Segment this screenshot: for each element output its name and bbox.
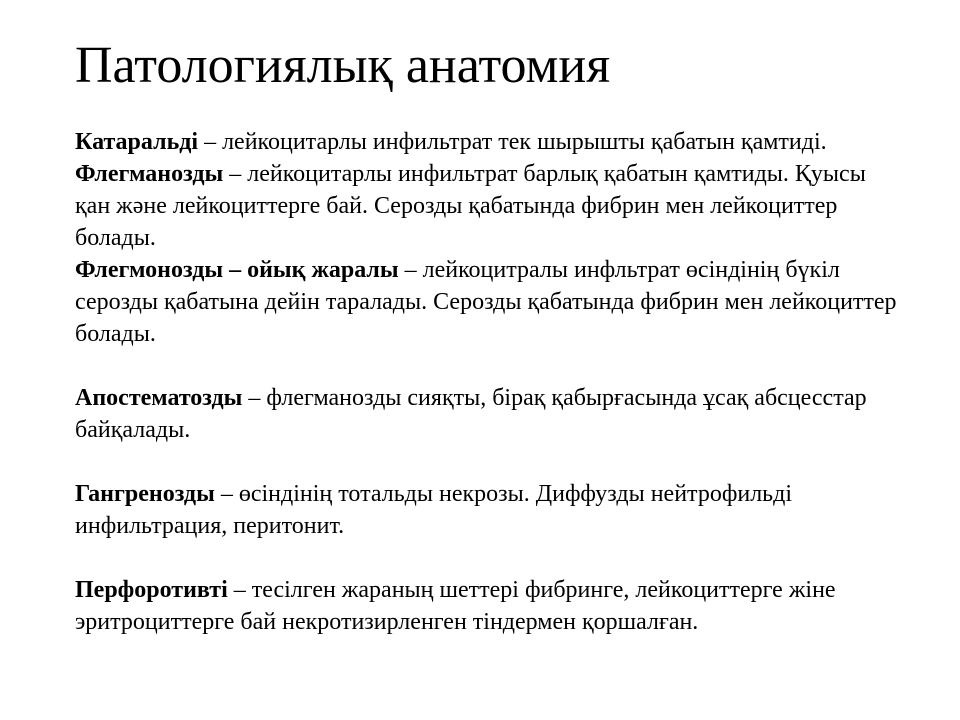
term-apostematous: Апостематозды <box>75 385 243 411</box>
spacer <box>75 446 905 478</box>
spacer <box>75 350 905 382</box>
paragraph-phlegmonous-ulcerative <box>75 254 905 350</box>
desc-phlegmonous: – лейкоцитарлы инфильтрат барлық қабатын қамтиды. Қуысы қан және лейкоциттерге бай. Серозды қабатында фибрин мен лейкоциттер болады. <box>75 161 866 251</box>
desc-phlegmonous-ulcerative: – лейкоцитралы инфльтрат өсіндінің бүкіл серозды қабатына дейін таралады. Серозды қабатында фибрин мен лейкоциттер болады. <box>75 257 897 347</box>
term-perforative: Перфоротивті <box>75 577 228 603</box>
slide-body <box>75 126 905 638</box>
desc-apostematous: – флегманозды сияқты, бірақ қабырғасында ұсақ абсцесстар байқалады. <box>75 385 867 443</box>
desc-gangrenous: – өсіндінің тотальды некрозы. Диффузды нейтрофильді инфильтрация, перитонит. <box>75 481 793 539</box>
term-phlegmonous: Флегманозды <box>75 161 224 187</box>
slide-title: Патологиялық анатомия <box>75 37 611 94</box>
desc-perforative: – тесілген жараның шеттері фибринге, лейкоциттерге жіне эритроциттерге бай некротизирленген тіндермен қоршалған. <box>75 577 836 635</box>
paragraph-gangrenous <box>75 478 905 542</box>
term-gangrenous: Гангренозды <box>75 481 215 507</box>
spacer <box>75 542 905 574</box>
paragraph-phlegmonous <box>75 158 905 254</box>
paragraph-apostematous <box>75 382 905 446</box>
paragraph-catarrhal <box>75 126 905 158</box>
paragraph-perforative <box>75 574 905 638</box>
desc-catarrhal: – лейкоцитарлы инфильтрат тек шырышты қабатын қамтиді. <box>198 129 827 155</box>
term-phlegmonous-ulcerative: Флегмонозды – ойық жаралы <box>75 257 399 283</box>
term-catarrhal: Катаральді <box>75 129 199 155</box>
